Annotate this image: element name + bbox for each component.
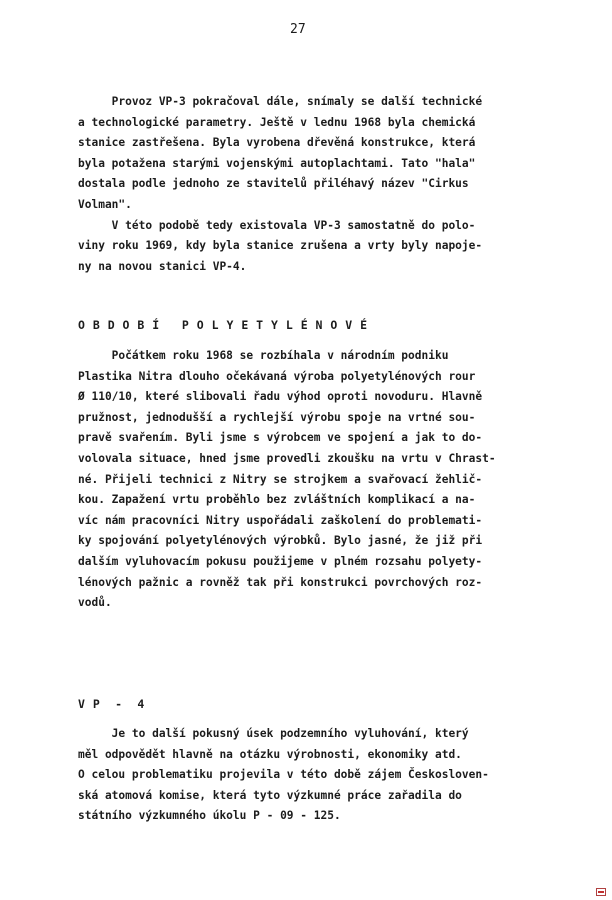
text-line: měl odpovědět hlavně na otázku výrobnosti, ekonomiky atd. bbox=[78, 747, 462, 761]
text-line: dostala podle jednoho ze stavitelů přiléhavý název "Cirkus bbox=[78, 177, 469, 191]
text-line: dalším vyluhovacím pokusu použijeme v plném rozsahu polyety- bbox=[78, 554, 483, 568]
text-line: pružnost, jednodušší a rychlejší výrobu spoje na vrtné sou- bbox=[78, 410, 476, 424]
text-line: Volman". bbox=[78, 197, 132, 211]
text-line: kou. Zapažení vrtu proběhlo bez zvláštních komplikací a na- bbox=[78, 493, 476, 507]
text-line: né. Přijeli technici z Nitry se strojkem a svařovací žehlič- bbox=[78, 472, 483, 486]
paragraph-intro bbox=[78, 92, 568, 277]
text-line: státního výzkumného úkolu P - 09 - 125. bbox=[78, 809, 341, 823]
text-line: V této podobě tedy existovala VP-3 samostatně do polo- bbox=[78, 218, 476, 232]
text-line: víc nám pracovníci Nitry uspořádali zaškolení do problemati- bbox=[78, 513, 483, 527]
text-line: Plastika Nitra dlouho očekávaná výroba polyetylénových rour bbox=[78, 369, 476, 383]
page-number: 27 bbox=[290, 22, 306, 37]
paragraph-polyethylene bbox=[78, 346, 568, 614]
text-line: pravě svařením. Byli jsme s výrobcem ve spojení a jak to do- bbox=[78, 431, 483, 445]
text-line: Počátkem roku 1968 se rozbíhala v národním podniku bbox=[78, 349, 449, 362]
corner-marker-icon bbox=[596, 888, 606, 896]
heading-vp4: V P - 4 bbox=[78, 697, 145, 711]
text-line: ky spojování polyetylénových výrobků. Bylo jasné, že již při bbox=[78, 534, 483, 548]
text-line: volovala situace, hned jsme provedli zkoušku na vrtu v Chrast- bbox=[78, 451, 496, 465]
heading-polyethylene-period: O B D O B Í P O L Y E T Y L É N O V É bbox=[78, 318, 368, 332]
text-line: lénových pažnic a rovněž tak při konstrukci povrchových roz- bbox=[78, 575, 483, 589]
text-line: viny roku 1969, kdy byla stanice zrušena a vrty byly napoje- bbox=[78, 239, 483, 253]
text-line: Je to další pokusný úsek podzemního vyluhování, který bbox=[78, 727, 469, 740]
text-line: a technologické parametry. Ještě v lednu 1968 byla chemická bbox=[78, 115, 476, 129]
text-line: Ø 110/10, které slibovali řadu výhod oproti novoduru. Hlavně bbox=[78, 390, 483, 404]
text-line: byla potažena starými vojenskými autoplachtami. Tato "hala" bbox=[78, 156, 476, 170]
text-line: stanice zastřešena. Byla vyrobena dřevěná konstrukce, která bbox=[78, 136, 476, 150]
text-line: Provoz VP-3 pokračoval dále, snímaly se další technické bbox=[78, 95, 483, 108]
text-line: O celou problematiku projevila v této době zájem Českosloven- bbox=[78, 768, 489, 782]
text-line: ská atomová komise, která tyto výzkumné práce zařadila do bbox=[78, 788, 462, 802]
paragraph-vp4 bbox=[78, 724, 568, 827]
text-line: ny na novou stanici VP-4. bbox=[78, 259, 247, 273]
text-line: vodů. bbox=[78, 596, 112, 610]
